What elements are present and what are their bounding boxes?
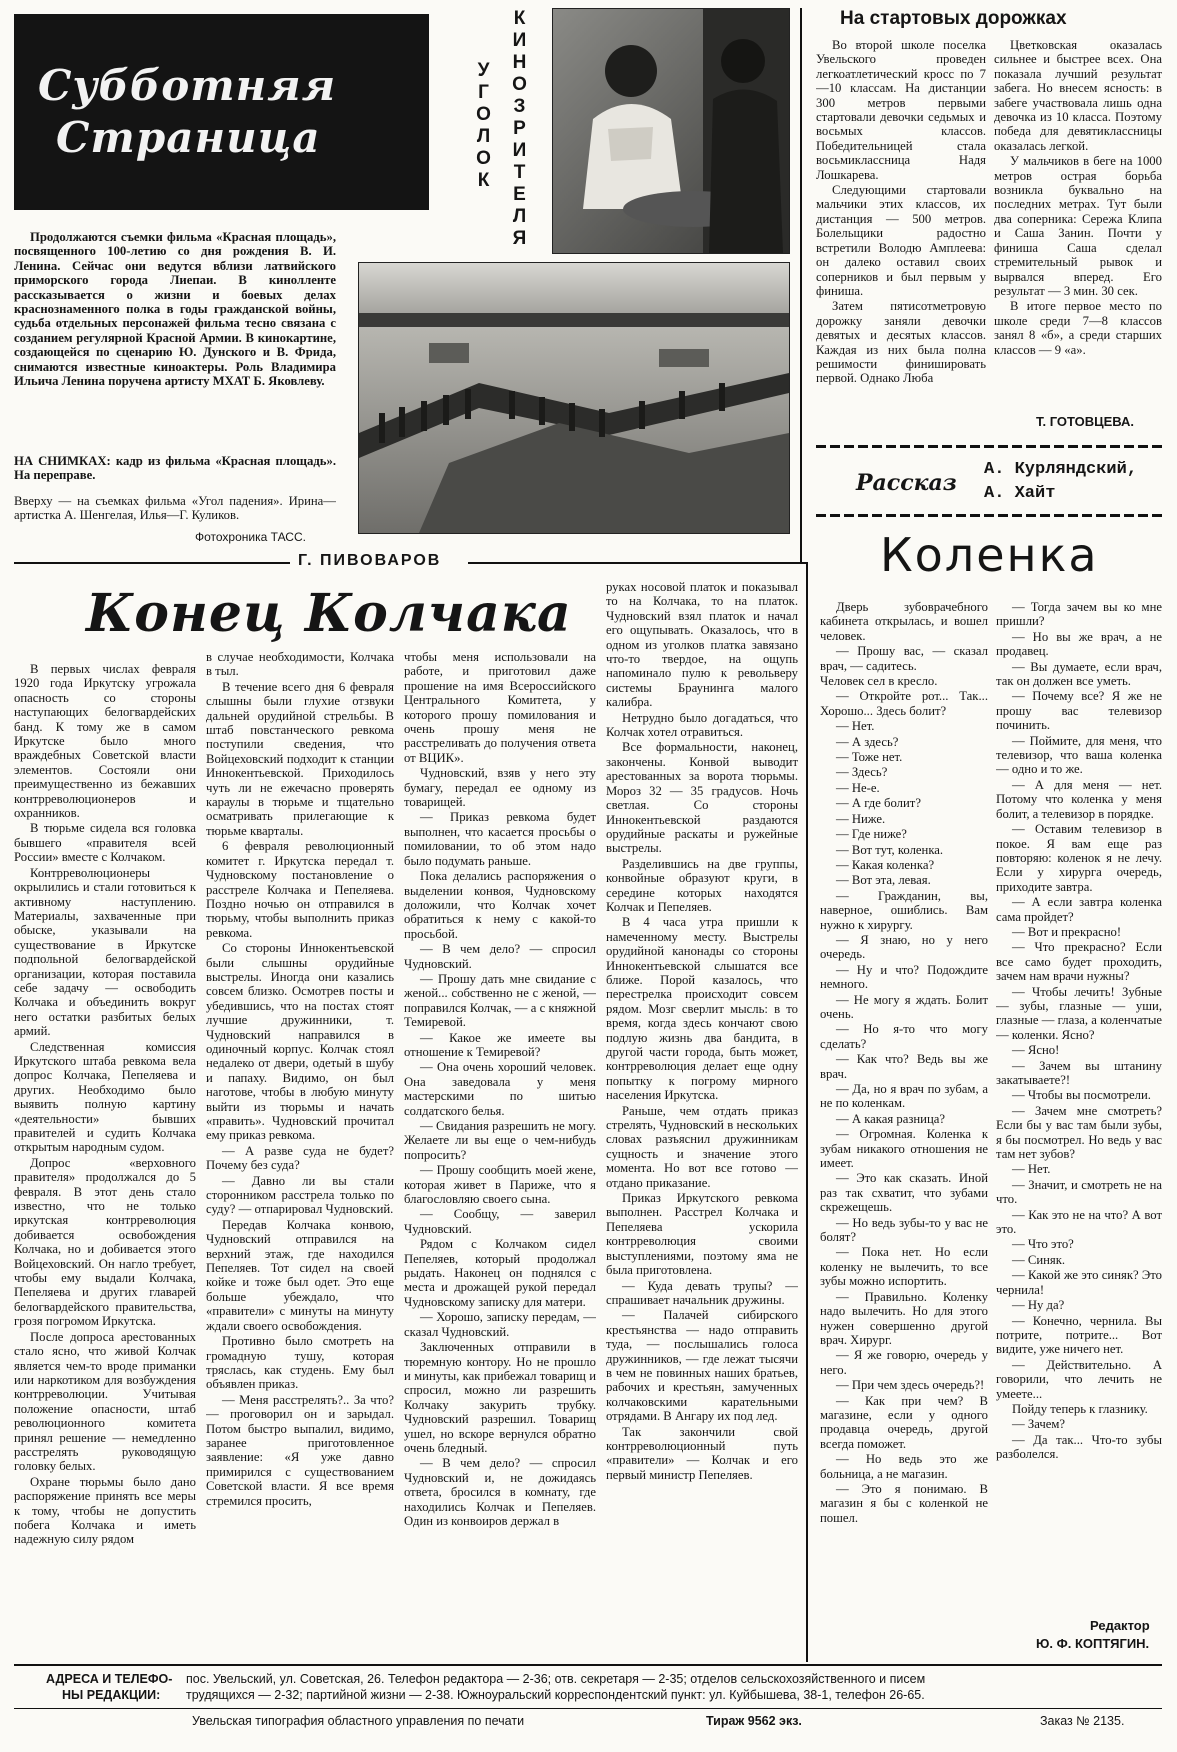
story-col1-p21: — Как что? Ведь вы же врач. (820, 1052, 988, 1081)
kolchak-col4-p6: Раньше, чем отдать приказ стрелять, Чудновский в нескольких словах разъяснил дружинникам сущность и значение этого момента. Но вот все готово — отдано приказание. (606, 1103, 798, 1190)
story-col2-p24: — Действительно. А говорили, что лечить не умеете... (996, 1357, 1162, 1401)
story-col2-p15: — Зачем мне смотреть? Если бы у вас там были зубы, я бы посмотрел. Но ведь у вас там нет зубов? (996, 1103, 1162, 1162)
story-col1-p17: — Я знаю, но у него очередь. (820, 932, 988, 962)
kolchak-col3-p14: Заключенных отправили в тюремную контору. Но не прошло и минуты, как прибежал товарищ и спросил, можно ли разрешить Колчаку закурить трубку. Чудновский разрешил. Товарищ ушел, но вскоре вернулся обратно очень бледный. (404, 1340, 596, 1455)
story-col2 (996, 600, 1162, 1618)
kolchak-col4-p9: — Палачей сибирского крестьянства — надо отправить туда, — послышались голоса дружинников, — где лежат тысячи в чем не повинных наших братьев, рабочих и крестьян, замученных колчаковскими карательными отрядами. В Ангару их под лед. (606, 1308, 798, 1424)
kolchak-col3 (404, 650, 596, 1662)
kolchak-col3-p4: Пока делались распоряжения о выделении конвоя, Чудновскому доложили, что Колчак хочет обратиться к нему с какой-то просьбой. (404, 869, 596, 941)
kolchak-top-rule-right (468, 562, 808, 564)
kolchak-col2-p1: в случае необходимости, Колчака в тыл. (206, 650, 394, 679)
footer-address-label2: НЫ РЕДАКЦИИ: (62, 1688, 161, 1702)
kolchak-col3-p2: Чудновский, взяв у него эту бумагу, передал ее одному из товарищей. (404, 766, 596, 810)
footer-order: Заказ № 2135. (1040, 1714, 1125, 1728)
story-col1-p15: — Вот эта, левая. (836, 873, 931, 888)
kolchak-col3-p8: — Она очень хороший человек. Она заведовала у меня мастерскими по шитью солдатского белья. (404, 1060, 596, 1118)
story-col1-p10: — А где болит? (836, 796, 921, 811)
kolchak-col1-p1: В первых числах февраля 1920 года Иркутску угрожала опасность со стороны наступающих белогвардейских банд. К тому же в самом Иркутске было много враждебных Советской власти элементов. Состояли они преимущественно из бежавших контрреволюционеров и охранников. (14, 662, 196, 821)
story-col2-p20: — Синяк. (1012, 1252, 1066, 1267)
story-col2-p16: — Нет. (1012, 1162, 1051, 1177)
photo-credit: Фотохроника ТАСС. (195, 530, 306, 544)
start-col1-p2: Следующими стартовали мальчики этих классов, их дистанция — 500 метров. Болельщики радостно встретили Володю Амплеева: он далеко оставил своих соперников и был первым у финиша. (816, 183, 986, 298)
kolchak-col2-p4: Со стороны Иннокентьевской были слышны орудийные выстрелы. Иногда они казались совсем близко. Осмотрев посты и убедившись, что на постах стоят лучшие дружинники, т. Чудновский направился в одиночный корпус. Колчак стоял недалеко от двери, одетый в шубу и папаху. Видимо, он был наготове, чтобы в любую минуту выйти из тюрьмы и начать «править». Чудновский прочитал ему приказ ревкома. (206, 941, 394, 1143)
story-col2-p8: — А если завтра коленка сама пройдет? (996, 895, 1162, 924)
editor-label: Редактор (1090, 1618, 1150, 1633)
kolchak-col4-p1: руках носовой платок и показывал то на Колчака, то на платок. Чудновский взял платок и начал его ощупывать. Оказалось, что в одном из уголков платка завязано что-то твердое, на ощупь напоминало пулю к револьверу системы Браунинга малого калибра. (606, 580, 798, 710)
kolchak-col1-p2: В тюрьме сидела вся головка бывшего «правителя всей России» вместе с Колчаком. (14, 821, 196, 865)
story-col2-p13: — Зачем вы штанину закатываете?! (996, 1058, 1162, 1087)
story-col1-p6: — А здесь? (836, 734, 899, 749)
story-title: Коленка (880, 528, 1099, 582)
story-col2-p11: — Чтобы лечить! Зубные — зубы, глазные — уши, глазные — глаза, а коленчатые — коленки. Ясно? (996, 984, 1162, 1042)
story-col2-p19: — Что это? (1012, 1237, 1074, 1252)
story-author1: А. Курляндский, (984, 460, 1138, 479)
story-col2-p10: — Что прекрасно? Если все само будет проходить, зачем нам врачи нужны? (996, 940, 1162, 984)
kolchak-col1-p3: Контрреволюционеры окрылились и стали готовиться к активному наступлению. Материалы, захваченные при обыске, указывали на существование в Иркутске подпольной белогвардейской организации, которая поставила себе задачу — освободить Колчака и объединить вокруг него остатки разбитых белых армий. (14, 865, 196, 1039)
kolchak-col2-p5: — А разве суда не будет? Почему без суда? (206, 1143, 394, 1173)
top-right-column-rule (800, 8, 802, 563)
kolchak-byline: Г. ПИВОВАРОВ (298, 552, 442, 569)
start-col2-p3: В итоге первое место по школе среди 7—8 классов занял 8 «б», а среди старших классов — 9 «а». (994, 299, 1162, 357)
story-col1-p33: — Это я понимаю. В магазин я бы с коленкой не пошел. (820, 1481, 988, 1525)
story-col1-p22: — Да, но я врач по зубам, а не по коленкам. (820, 1082, 988, 1111)
story-col2-p25: Пойду теперь к глазнику. (1012, 1401, 1148, 1416)
crossing-photo (358, 262, 790, 534)
kolchak-title: Конец Колчака (86, 583, 572, 644)
footer-address-line1: пос. Увельский, ул. Советская, 26. Телефон редактора — 2-36; отв. секретаря — 2-35; отделов сельскохозяйственного и писем (186, 1672, 926, 1686)
kolchak-col4-p4: Разделившись на две группы, конвойные образуют круги, в середине которых находятся Колчак и Пепеляев. (606, 856, 798, 914)
photos-caption: НА СНИМКАХ: кадр из фильма «Красная площадь». На переправе. (14, 454, 336, 483)
story-col2-p4: — Почему все? Я же не прошу вас телевизор починить. (996, 689, 1162, 733)
story-col1-p23: — А какая разница? (836, 1111, 946, 1126)
story-col2-p12: — Ясно! (1012, 1043, 1060, 1058)
story-col2-p17: — Значит, и смотреть не на что. (996, 1177, 1162, 1207)
story-col1-p16: — Гражданин, вы, наверное, ошиблись. Вам нужно к хирургу. (820, 888, 988, 932)
start-article-col1 (816, 38, 986, 428)
kolchak-col3-p10: — Прошу сообщить моей жене, которая живет в Париже, что я благословляю своего сына. (404, 1163, 596, 1207)
kolchak-col3-p13: — Хорошо, записку передам, — сказал Чудновский. (404, 1310, 596, 1339)
story-col1-p29: — Я же говорю, очередь у него. (820, 1348, 988, 1377)
start-article-col2 (994, 38, 1162, 408)
story-col1-p26: — Но ведь зубы-то у вас не болят? (820, 1215, 988, 1245)
story-col1-p5: — Нет. (836, 719, 875, 734)
start-col1-p1: Во второй школе поселка Увельского проведен легкоатлетический кросс по 7—10 классам. На дистанции 300 метров первыми стартовали девочки седьмых и восьмых классов. Победительницей стала восьмиклассница Надя Лошкарева. (816, 38, 986, 182)
start-col2-p2: У мальчиков в беге на 1000 метров острая борьба возникла буквально на последних метрах. Тут были два соперника: Сережа Клипа и Саша Занин. Почти у финиша Саша сделал стремительный рывок и вырвался вперед. Его результат — 3 мин. 30 сек. (994, 154, 1162, 298)
editor-name: Ю. Ф. КОПТЯГИН. (1036, 1636, 1150, 1651)
crossing-photo-image (359, 263, 789, 533)
story-col2-p14: — Чтобы вы посмотрели. (1012, 1088, 1151, 1103)
kolchak-col3-p12: Рядом с Колчаком сидел Пепеляев, который продолжал рыдать. Наконец он поднялся с места и дрожащей рукой передал Чудновскому записку для матери. (404, 1237, 596, 1309)
kolchak-col1-p4: Следственная комиссия Иркутского штаба ревкома вела допрос Колчака, Пепеляева и других. Необходимо было выявить полную картину «деятельности» бывших правителей и судить Колчака открытым народным судом. (14, 1039, 196, 1155)
start-article-title: На стартовых дорожках (840, 8, 1067, 29)
kolchak-col4 (606, 580, 798, 1662)
story-col1-p13: — Вот тут, коленка. (836, 842, 944, 857)
story-col1-p12: — Где ниже? (836, 827, 907, 842)
story-col1-p14: — Какая коленка? (836, 857, 935, 872)
kolchak-col1-p6: После допроса арестованных стало ясно, что живой Колчак является чем-то вроде приманки или наркотиком для возбуждения контрреволюции. Учитывая положение опасности, штаб революционного комитета принял решение — немедленно расстрелять руководящую головку белых. (14, 1329, 196, 1474)
story-col1-p9: — Не-е. (836, 780, 880, 795)
actors-photo (552, 8, 790, 254)
kolchak-col2 (206, 650, 394, 1662)
story-col1-p1: Дверь зубоврачебного кабинета открылась, и вошел человек. (820, 600, 988, 643)
kolchak-col4-p3: Все формальности, наконец, закончены. Конвой выводит арестованных за ворота тюрьмы. Мороз 32 — 35 градусов. Ночь светлая. Со стороны Иннокентьевской раздаются орудийные раскаты и ружейные выстрелы. (606, 740, 798, 856)
story-col2-p22: — Ну да? (1012, 1298, 1065, 1313)
masthead-line1: Субботняя (38, 61, 337, 110)
kolchak-col1 (14, 662, 196, 1662)
kolchak-col1-p7: Охране тюрьмы было дано распоряжение принять все меры к тому, чтобы не допустить побега Колчака и иметь надежную силу рядом (14, 1474, 196, 1547)
kolchak-col3-p9: — Свидания разрешить не могу. Желаете ли вы еще о чем-нибудь попросить? (404, 1119, 596, 1162)
footer-address-label1: АДРЕСА И ТЕЛЕФО- (46, 1672, 173, 1686)
kolchak-col4-p7: Приказ Иркутского ревкома выполнен. Расстрел Колчака и Пепеляева ускорила контрреволюция своими выступлениями, поэтому яма не была приготовлена. (606, 1191, 798, 1278)
story-col1-p7: — Тоже нет. (836, 750, 903, 765)
kolchak-col3-p11: — Сообщу, — заверил Чудновский. (404, 1207, 596, 1236)
story-header-top-rule (816, 445, 1162, 448)
story-col2-p18: — Как это не на что? А вот это. (996, 1207, 1162, 1237)
story-col1-p20: — Но я-то что могу сделать? (820, 1022, 988, 1051)
story-col1-p3: Человек сел в кресло. (820, 674, 938, 689)
kolchak-col1-p5: Допрос «верховного правителя» продолжался до 5 февраля. В этот день стало известно, что не только иркутская контрреволюция добивается освобождения Колчака, но и добивается этого Войцеховский. Он нагло требует, чтобы ему выдали Колчака, Пепеляева и других главарей белогвардейского правительства, грозя погромом Иркутска. (14, 1155, 196, 1329)
story-col1-p19: — Не могу я ждать. Болит очень. (820, 992, 988, 1021)
kolchak-col3-p5: — В чем дело? — спросил Чудновский. (404, 942, 596, 971)
kolchak-col4-p2: Нетрудно было догадаться, что Колчак хотел отравиться. (606, 710, 798, 740)
story-col1-p25: — Это как сказать. Иной раз так схватит, что зубами скрежещешь. (820, 1171, 988, 1215)
kolchak-col4-p8: — Куда девать трупы? — спрашивает начальник дружины. (606, 1278, 798, 1307)
story-col2-p23: — Конечно, чернила. Вы потрите, потрите... Вот видите, уже ничего нет. (996, 1313, 1162, 1357)
story-col1-p4: — Откройте рот... Так... Хорошо... Здесь болит? (820, 689, 988, 718)
footer-circulation: Тираж 9562 экз. (706, 1714, 802, 1728)
story-label: Рассказ (856, 470, 957, 496)
start-col1-p3: Затем пятисотметровую дорожку заняли девочки девятых и десятых классов. Каждая из них была полна решимости финишировать первой. Однако Люба (816, 299, 986, 386)
kolchak-col2-p2: В течение всего дня 6 февраля слышны были глухие отзвуки дальней орудийной стрельбы. В штаб повстанческого ревкома поступили сведения, что Войцеховский подходит к станции Иннокентьевской. Приходилось чуть ли не ежечасно проверять караулы в тюрьме и тщательно осматривать прилегающие к тюрьме кварталы. (206, 679, 394, 838)
story-col2-p1: — Тогда зачем вы ко мне пришли? (996, 600, 1162, 629)
footer-mid-rule (14, 1708, 1162, 1709)
kolchak-col2-p8: Противно было смотреть на громадную тушу, которая тряслась, как студень. Ему был объявлен приказ. (206, 1334, 394, 1392)
kolchak-col3-p1: чтобы меня использовали на работе, и приготовил даже прошение на имя Всероссийского Центрального Комитета, у которого прошу помилования и очень прошу меня не расстреливать до получения ответа от ВЦИК». (404, 650, 596, 765)
story-col1-p11: — Ниже. (836, 811, 886, 826)
kolchak-top-rule (14, 562, 290, 564)
story-col1-p30: — При чем здесь очередь?! (836, 1378, 985, 1393)
film-note-paragraph: Продолжаются съемки фильма «Красная площадь», посвященного 100-летию со дня рождения В. И. Ленина. Сейчас они ведутся вблизи латвийского приморского города Лиепаи. В кинолленте рассказывается о жизни и боевых делах краснознаменного полка в годы гражданской войны, судьба отдельных персонажей фильма тесно связана с созданием регулярной Красной Армии. В кинокартине, создающейся по сценарию Ю. Дунского и В. Фрида, снимаются известные киноактеры. Роль Владимира Ильича Ленина поручена артисту МХАТ Б. Яковлеву. (14, 230, 336, 389)
film-note-text (14, 230, 336, 452)
masthead (14, 14, 429, 210)
story-col1-p32: — Но ведь это же больница, а не магазин. (820, 1452, 988, 1481)
story-col2-p5: — Поймите, для меня, что телевизор, что ваша коленка — одно и то же. (996, 733, 1162, 777)
kolchak-col3-p6: — Прошу дать мне свидание с женой... собственно не с женой, — поправился Колчак, — а с княжной Темиревой. (404, 971, 596, 1030)
kolchak-col3-p3: — Приказ ревкома будет выполнен, что касается просьбы о помиловании, то об этом надо было подумать раньше. (404, 810, 596, 868)
masthead-line2: Страница (56, 113, 321, 162)
kolchak-col2-p6: — Давно ли вы стали сторонником расстрела только по суду? — отпарировал Чудновский. (206, 1173, 394, 1217)
story-col2-p26: — Зачем? (1012, 1417, 1066, 1432)
story-col1-p18: — Ну и что? Подождите немного. (820, 962, 988, 992)
kolchak-col3-p7: — Какое же имеете вы отношение к Темиревой? (404, 1030, 596, 1059)
corner-title-right: КИНОЗРИТЕЛЯ (509, 8, 530, 250)
story-col1-p27: — Пока нет. Но если коленку не вылечить, то все зубы можно испортить. (820, 1245, 988, 1289)
story-col1-p31: — Как при чем? В магазине, если у одного продавца очередь, другой всегда поможет. (820, 1393, 988, 1451)
story-col2-p21: — Какой же это синяк? Это чернила! (996, 1268, 1162, 1297)
kolchak-col2-p7: Передав Колчака конвою, Чудновский отправился на верхний этаж, где находился Пепеляев. Тот сидел на своей койке и тоже был одет. Это еще больше убеждало, что «правители» с минуты на минуту ждали своего освобождения. (206, 1217, 394, 1333)
kolchak-col3-p15: — В чем дело? — спросил Чудновский и, не дожидаясь ответа, бросился в комнату, где находились Колчак и Пепеляев. Один из конвоиров держал в (404, 1456, 596, 1528)
start-article-author: Т. ГОТОВЦЕВА. (1036, 414, 1135, 429)
story-col2-p9: — Вот и прекрасно! (1012, 924, 1122, 939)
footer-printer: Увельская типография областного управления по печати (192, 1714, 525, 1728)
kolchak-col4-p5: В 4 часа утра пришли к намеченному месту. Выстрелы орудийной канонады со стороны Иннокентьевской слышатся все ближе. Порой казалось, что перестрелка происходит совсем рядом. Мозг сверлит мысль: в то время, когда здесь кончают свою подлую жизнь два бандита, в другой части города, быть может, контрреволюция делает еще одну попытку к погрому мирного населения Иркутска. (606, 915, 798, 1103)
actors-photo-image (553, 9, 789, 253)
story-col2-p6: — А для меня — нет. Потому что коленка у меня болит, а телевизор в порядке. (996, 777, 1162, 821)
story-col2-p2: — Но вы же врач, а не продавец. (996, 629, 1162, 659)
kolchak-col4-p10: Так закончили свой контрреволюционный путь «правители» — Колчак и его первый министр Пепеляев. (606, 1424, 798, 1482)
start-col2-p1: Цветковская оказалась сильнее и быстрее всех. Она показала лучший результат забега. Но внесем ясность: в забеге участвовала лишь одна девочка из 10 класса. Поэтому победа для девятиклассницы оказалась легкой. (994, 38, 1162, 153)
story-col1-p28: — Правильно. Коленку надо вылечить. Но для этого нужен совершенно другой врач. Хирург. (820, 1289, 988, 1347)
top-photo-caption: Вверху — на съемках фильма «Угол падения». Ирина—артистка А. Шенгелая, Илья—Г. Куликов. (14, 494, 336, 523)
story-col1-p8: — Здесь? (836, 765, 888, 780)
corner-title-left: УГОЛОК (473, 60, 494, 192)
kolchak-col2-p3: 6 февраля революционный комитет г. Иркутска передал т. Чудновскому постановление о расстреле Колчака и Пепеляева. Поздно ночью он отправился в тюрьму, чтобы выполнить приказ ревкома. (206, 839, 394, 940)
story-col1-p2: — Прошу вас, — сказал врач, — садитесь. (820, 644, 988, 673)
kolchak-col2-p9: — Меня расстрелять?.. За что? — проговорил он и зарыдал. Потом быстро выпалил, видимо, заранее приготовленное заявление: «Я уже давно примирился с существованием Советской власти. Я все время стремился просить, (206, 1392, 394, 1508)
footer-top-rule (14, 1664, 1162, 1666)
story-col2-p7: — Оставим телевизор в покое. Я вам еще раз повторяю: коленок я не лечу. Если у хирурга очередь, приходите завтра. (996, 822, 1162, 894)
story-col1 (820, 600, 988, 1654)
story-col1-p24: — Огромная. Коленка к зубам никакого отношения не имеет. (820, 1127, 988, 1171)
story-header-bottom-rule (816, 514, 1162, 517)
kolchak-right-rule (806, 562, 808, 1662)
story-author2: А. Хайт (984, 484, 1056, 503)
story-col2-p3: — Вы думаете, если врач, так он должен все уметь. (996, 659, 1162, 689)
story-col2-p27: — Да так... Что-то зубы разболелся. (996, 1432, 1162, 1462)
footer-address-line2: трудящихся — 2-32; партийной жизни — 2-38. Южноуральский корреспондентский пункт: ул. Куйбышева, 38-1, телефон 26-65. (186, 1688, 925, 1702)
